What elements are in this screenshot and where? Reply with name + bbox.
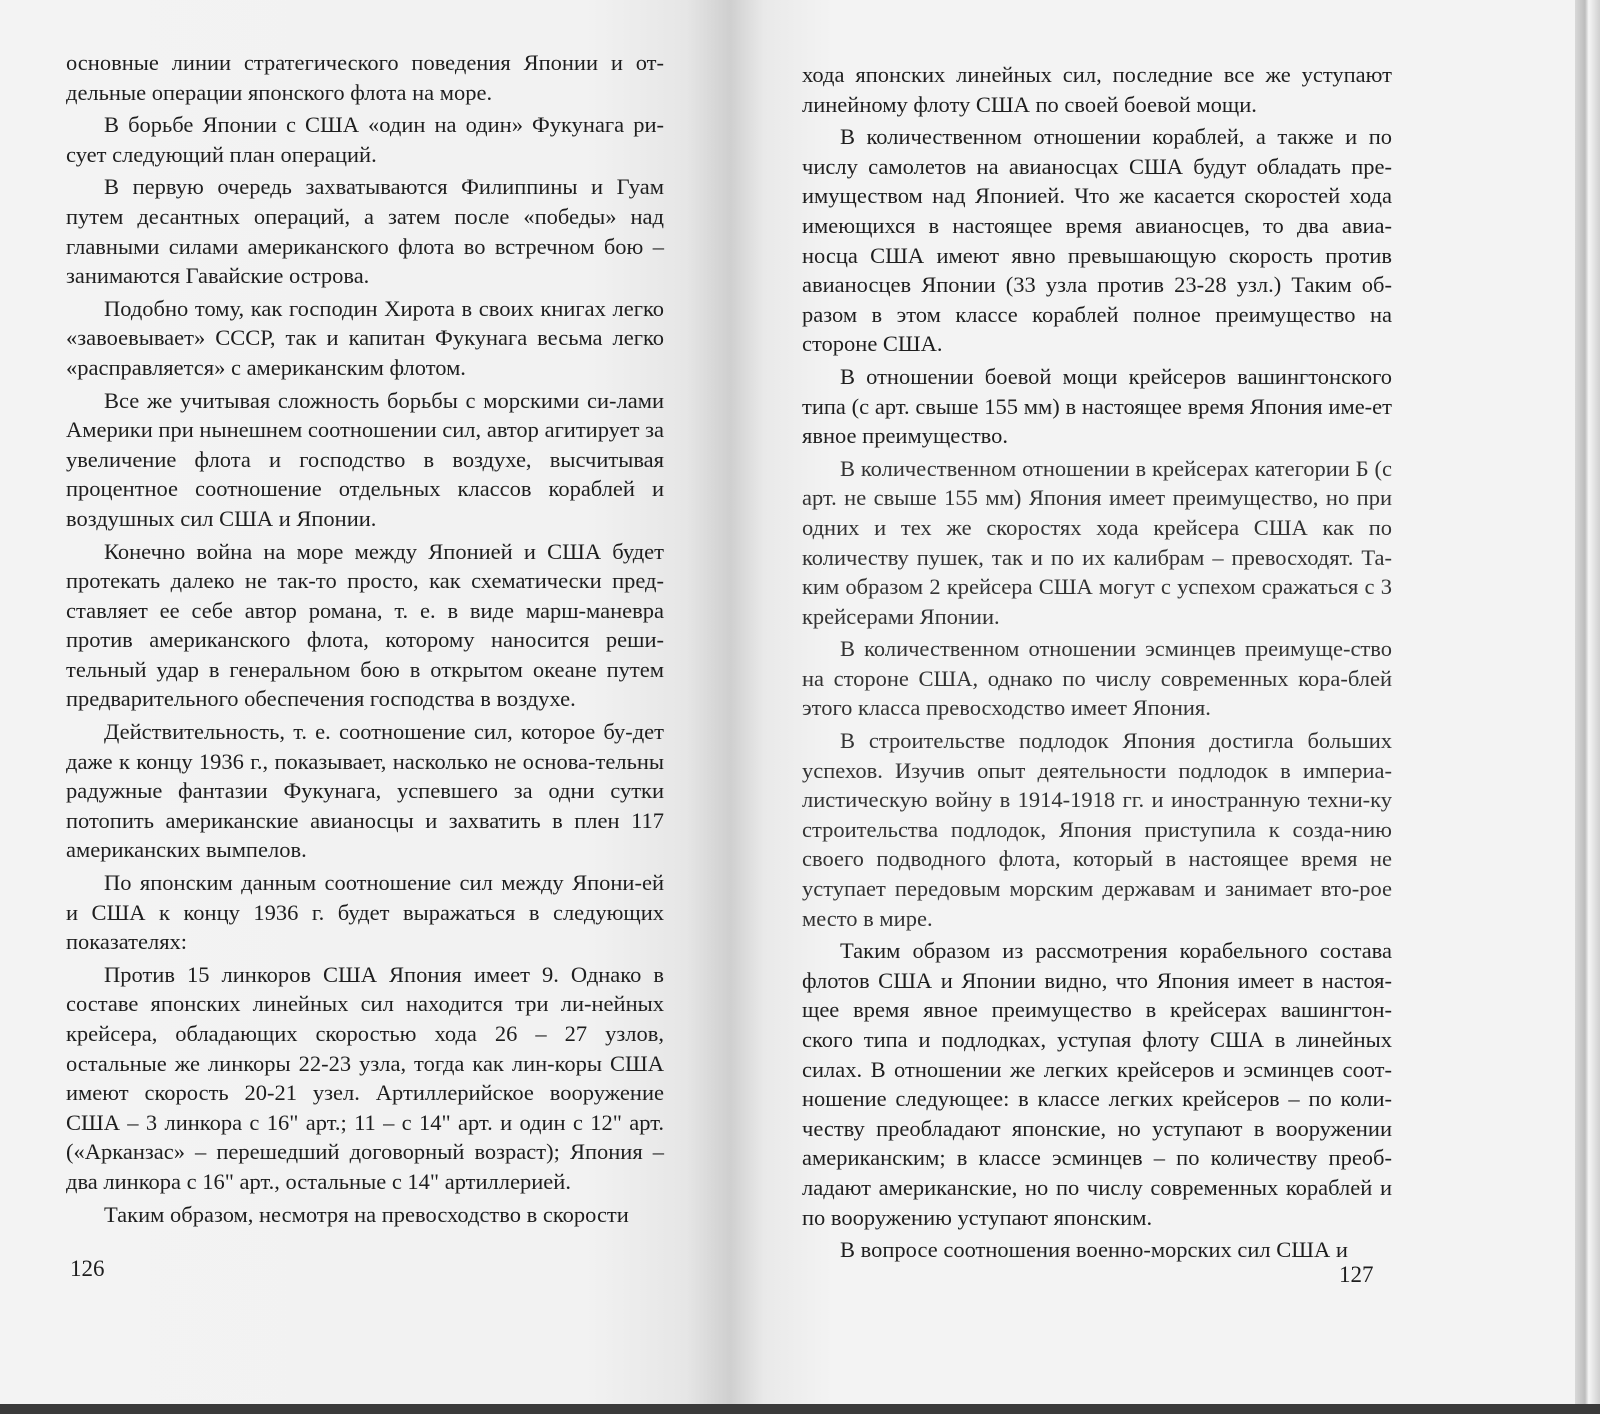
paragraph: В количественном отношении в крейсерах категории Б (с арт. не свыше 155 мм) Япония имеет преимущество, но при одних и тех же скоростях хода крейсера США как по количеству пушек, так и по их калибрам – превосходят. Та-ким образом 2 крейсера США могут с успехом сражаться с 3 крейсерами Японии. [802,455,1392,629]
paragraph: хода японских линейных сил, последние все же уступают линейному флоту США по своей боевой мощи. [802,62,1392,117]
paragraph: Конечно война на море между Японией и США будет протекать далеко не так-то просто, как схематически пред-ставляет ее себе автор романа, т. е. в виде марш-маневра против американского флота, которому наносится реши-тельный удар в генеральном бою в открытом океане путем предварительного обеспечения господства в воздухе. [66,538,664,712]
paragraph: По японским данным соотношение сил между Япони-ей и США к концу 1936 г. будет выражаться в следующих показателях: [66,870,664,955]
paragraph: Таким образом, несмотря на превосходство в скорости [104,1201,629,1227]
right-page-text [802,60,1392,1268]
left-page [0,0,730,1414]
page-number-right: 127 [1339,1262,1374,1287]
scanner-edge [0,1404,1600,1414]
paragraph: В количественном отношении кораблей, а также и по числу самолетов на авианосцах США будут обладать пре-имуществом над Японией. Что же касается скоростей хода имеющихся в настоящее время авианосцев, то два авиа-носца США имеют явно превышающую скорость против авианосцев Японии (33 узла против 23-28 узл.) Таким об-разом в этом классе кораблей полное преимущество на стороне США. [802,124,1392,357]
page-number-left: 126 [70,1256,105,1281]
paragraph: Действительность, т. е. соотношение сил, которое бу-дет даже к концу 1936 г., показывает, насколько не основа-тельны радужные фантазии Фукунага, успевшего за одни сутки потопить американские авианосцы и захватить в плен 117 американских вымпелов. [66,719,664,863]
paragraph: Против 15 линкоров США Япония имеет 9. Однако в составе японских линейных сил находится три ли-нейных крейсера, обладающих скоростью хода 26 – 27 узлов, остальные же линкоры 22-23 узла, тогда как лин-коры США имеют скорость 20-21 узел. Артиллерийское вооружение США – 3 линкора с 16" арт.; 11 – с 14" арт. и один с 12" арт. («Арканзас» – перешедший договорный возраст); Япония – два линкора с 16" арт., остальные с 14" артиллерией. [66,961,664,1194]
paragraph: В борьбе Японии с США «один на один» Фукунага ри-сует следующий план операций. [66,112,664,167]
paragraph: Все же учитывая сложность борьбы с морскими си-лами Америки при нынешнем соотношении сил, автор агитирует за увеличение флота и господство в воздухе, высчитывая процентное соотношение отдельных классов кораблей и воздушных сил США и Японии. [66,387,664,531]
paragraph: основные линии стратегического поведения Японии и от-дельные операции японского флота на море. [66,50,664,105]
paragraph: В количественном отношении эсминцев преимуще-ство на стороне США, однако по числу современных кора-блей этого класса превосходство имеет Япония. [802,636,1392,721]
book-edge [1575,0,1600,1414]
paragraph: В строительстве подлодок Япония достигла больших успехов. Изучив опыт деятельности подлодок в империа-листическую войну в 1914-1918 гг. и иностранную техни-ку строительства подлодок, Япония приступила к созда-нию своего подводного флота, который в настоящее время не уступает передовым морским державам и занимает вто-рое место в мире. [802,728,1392,931]
paragraph: В отношении боевой мощи крейсеров вашингтонского типа (с арт. свыше 155 мм) в настоящее время Япония име-ет явное преимущество. [802,363,1392,449]
paragraph: Таким образом из рассмотрения корабельного состава флотов США и Японии видно, что Япония имеет в настоя-щее время явное преимущество в крейсерах вашингтон-ского типа и подлодках, уступая флоту США в линейных силах. В отношении же легких крейсеров и эсминцев соот-ношение следующее: в классе легких крейсеров – по коли-честву преобладают японские, но уступают в вооружении американским; в классе эсминцев – по количеству преоб-ладают американские, но по числу современных кораблей и по вооружению уступают японским. [802,938,1392,1230]
paragraph: В вопросе соотношения военно-морских сил США и [840,1237,1348,1263]
paragraph: В первую очередь захватываются Филиппины и Гуам путем десантных операций, а затем после «победы» над главными силами американского флота во встречном бою – занимаются Гавайские острова. [66,174,664,289]
paragraph: Подобно тому, как господин Хирота в своих книгах легко «завоевывает» СССР, так и капитан Фукунага весьма легко «расправляется» с американским флотом. [66,295,664,380]
left-page-text [66,48,664,1232]
right-page [730,0,1575,1414]
